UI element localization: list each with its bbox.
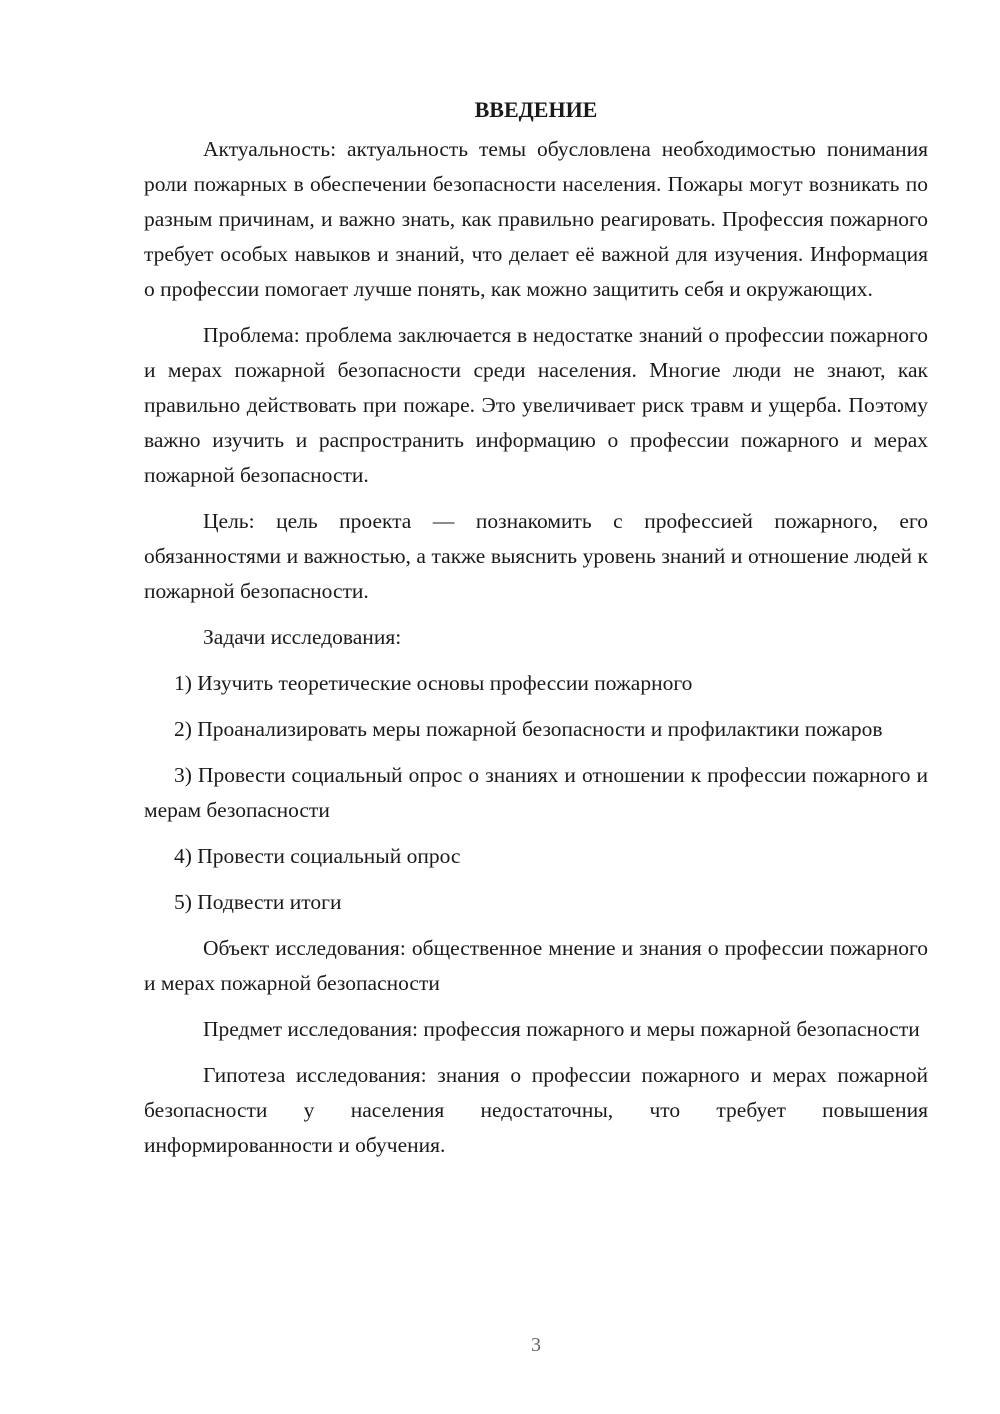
hypothesis-paragraph: Гипотеза исследования: знания о профессии пожарного и мерах пожарной безопасности у населения недостаточны, что требует повышения информированности и обучения. (144, 1063, 928, 1157)
task-item: 1) Изучить теоретические основы профессии пожарного (174, 671, 693, 695)
task-item: 2) Проанализировать меры пожарной безопасности и профилактики пожаров (174, 717, 883, 741)
page-number: 3 (531, 1334, 541, 1356)
problem-paragraph: Проблема: проблема заключается в недостатке знаний о профессии пожарного и мерах пожарной безопасности среди населения. Многие люди не знают, как правильно действовать при пожаре. Это увеличивает риск травм и ущерба. Поэтому важно изучить и распространить информацию о профессии пожарного и мерах пожарной безопасности. (144, 323, 928, 487)
section-title: ВВЕДЕНИЕ (474, 97, 598, 122)
task-item: 3) Провести социальный опрос о знаниях и отношении к профессии пожарного и мерам безопасности (144, 763, 928, 822)
task-item: 5) Подвести итоги (174, 890, 342, 914)
relevance-paragraph: Актуальность: актуальность темы обусловлена необходимостью понимания роли пожарных в обеспечении безопасности населения. Пожары могут возникать по разным причинам, и важно знать, как правильно реагировать. Профессия пожарного требует особых навыков и знаний, что делает её важной для изучения. Информация о профессии помогает лучше понять, как можно защитить себя и окружающих. (144, 137, 928, 301)
object-paragraph: Объект исследования: общественное мнение и знания о профессии пожарного и мерах пожарной безопасности (144, 936, 928, 995)
task-item: 4) Провести социальный опрос (174, 844, 461, 868)
document-page (144, 92, 928, 1174)
tasks-list (144, 666, 928, 920)
goal-paragraph: Цель: цель проекта — познакомить с профессией пожарного, его обязанностями и важностью, а также выяснить уровень знаний и отношение людей к пожарной безопасности. (144, 509, 928, 603)
subject-paragraph: Предмет исследования: профессия пожарного и меры пожарной безопасности (203, 1017, 920, 1041)
tasks-heading: Задачи исследования: (203, 625, 402, 649)
